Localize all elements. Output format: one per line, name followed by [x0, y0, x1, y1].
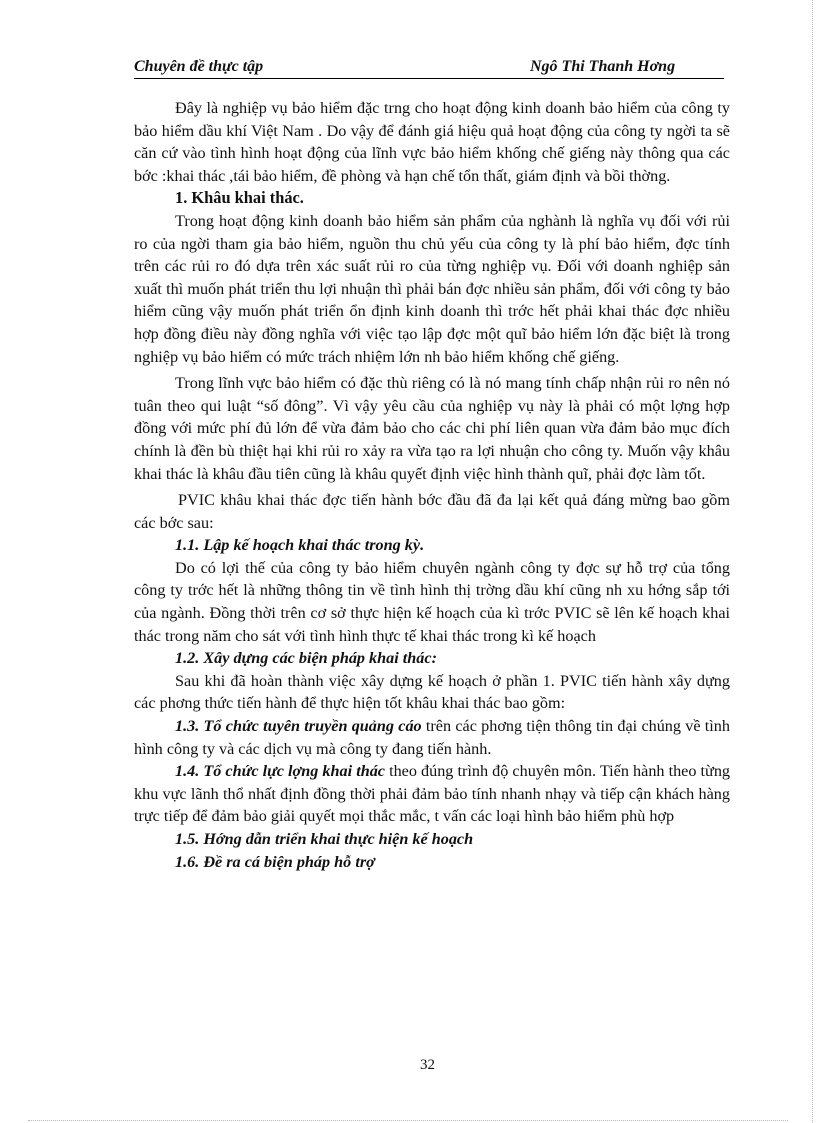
page-number: 32 — [420, 1057, 435, 1073]
paragraph-quang-cao-text: trên các phơng tiện thông tin đại chúng về tình hình công ty và các dịch vụ mà công ty đang tiến hành. — [134, 717, 730, 758]
document-body — [134, 97, 730, 873]
header-title: Chuyên đề thực tập — [134, 58, 264, 75]
paragraph-khai-thac: Trong hoạt động kinh doanh bảo hiểm sản phẩm của nghành là nghĩa vụ đối với rủi ro của ngời tham gia bảo hiểm, nguồn thu chủ yếu của công ty là phí bảo hiểm, đợc tính trên các rủi ro đó dựa trên xác suất rủi ro của từng nghiệp vụ. Đối với doanh nghiệp sản xuất thì muốn phát triển thu lợi nhuận thì phải bán đợc nhiều sản phẩm, đối với công ty bảo hiểm cũng vậy muốn phát triển ổn định kinh doanh thì trớc hết phải khai thác đợc nhiều hợp đồng điều này đồng nghĩa với việc tạo lập đợc một quĩ bảo hiểm lớn đặc biệt là trong nghiệp vụ bảo hiểm có mức trách nhiệm lớn nh bảo hiểm khống chế giếng. — [134, 211, 730, 366]
header-author: Ngô Thi Thanh Hơng — [530, 58, 676, 75]
paragraph-bien-phap: Sau khi đã hoàn thành việc xây dựng kế hoạch ở phần 1. PVIC tiến hành xây dựng các phơng thức tiến hành để thực hiện tốt khâu khai thác bao gồm: — [134, 671, 730, 713]
subheading-1-2: 1.2. Xây dựng các biện pháp khai thác: — [175, 649, 437, 668]
paragraph-luc-luong — [134, 760, 730, 828]
subheading-1-4: 1.4. Tổ chức lực lợng khai thác — [175, 762, 385, 781]
subheading-1-5: 1.5. Hớng dẫn triển khai thực hiện kế hoạch — [175, 830, 474, 848]
subheading-1-3: 1.3. Tổ chức tuyên truyền quảng cáo — [175, 717, 422, 736]
paragraph-pvic: PVIC khâu khai thác đợc tiến hành bớc đầu đã đa lại kết quả đáng mừng bao gồm các bớc sau: — [134, 491, 730, 532]
paragraph-ke-hoach: Do có lợi thế của công ty bảo hiểm chuyên ngành công ty đợc sự hỗ trợ của tổng công ty trớc hết là những thông tin về tình hình thị trờng dầu khí cũng nh xu hớng sắp tới của ngành. Đồng thời trên cơ sở thực hiện kế hoạch của kì trớc PVIC sẽ lên kế hoạch khai thác trong năm cho sát với tình hình thực tế khai thác trong kì kế hoạch — [134, 558, 730, 645]
paragraph-quang-cao — [134, 715, 730, 760]
subheading-1-1: 1.1. Lập kế hoạch khai thác trong kỳ. — [175, 536, 425, 555]
page-border-right — [812, 0, 813, 1123]
section-heading-1: 1. Khâu khai thác. — [175, 188, 304, 208]
paragraph-intro: Đây là nghiệp vụ bảo hiểm đặc trng cho hoạt động kinh doanh bảo hiểm của công ty bảo hiểm dầu khí Việt Nam . Do vậy để đánh giá hiệu quả hoạt động của công ty ngời ta sẽ căn cứ vào tình hình hoạt động của lĩnh vực bảo hiểm khống chế giếng này thông qua các bớc :khai thác ,tái bảo hiểm, đề phòng và hạn chế tổn thất, giám định và bồi thờng. — [134, 99, 730, 185]
subheading-1-6: 1.6. Đề ra cá biện pháp hỗ trợ — [175, 852, 375, 871]
paragraph-so-dong: Trong lĩnh vực bảo hiểm có đặc thù riêng có là nó mang tính chấp nhận rủi ro nên nó tuân theo qui luật “số đông”. Vì vậy yêu cầu của nghiệp vụ này là phải có một lợng hợp đồng với mức phí đủ lớn để vừa đảm bảo cho các chi phí liên quan vừa đảm bảo mục đích chính là đền bù thiệt hại khi rủi ro xảy ra vừa tạo ra lợi nhuận cho công ty. Muốn vậy khâu khai thác là khâu đầu tiên cũng là khâu quyết định việc hình thành quĩ, phải đợc làm tốt. — [134, 374, 730, 483]
page-border-bottom — [28, 1120, 788, 1121]
paragraph-luc-luong-text: theo đúng trình độ chuyên môn. Tiến hành theo từng khu vực lãnh thổ nhất định đồng thời phải đảm bảo tính nhanh nhạy và tiếp cận khách hàng trực tiếp để đảm bảo giải quyết mọi thắc mắc, t vấn các loại hình bảo hiểm phù hợp — [134, 762, 731, 826]
page-header — [134, 58, 724, 79]
